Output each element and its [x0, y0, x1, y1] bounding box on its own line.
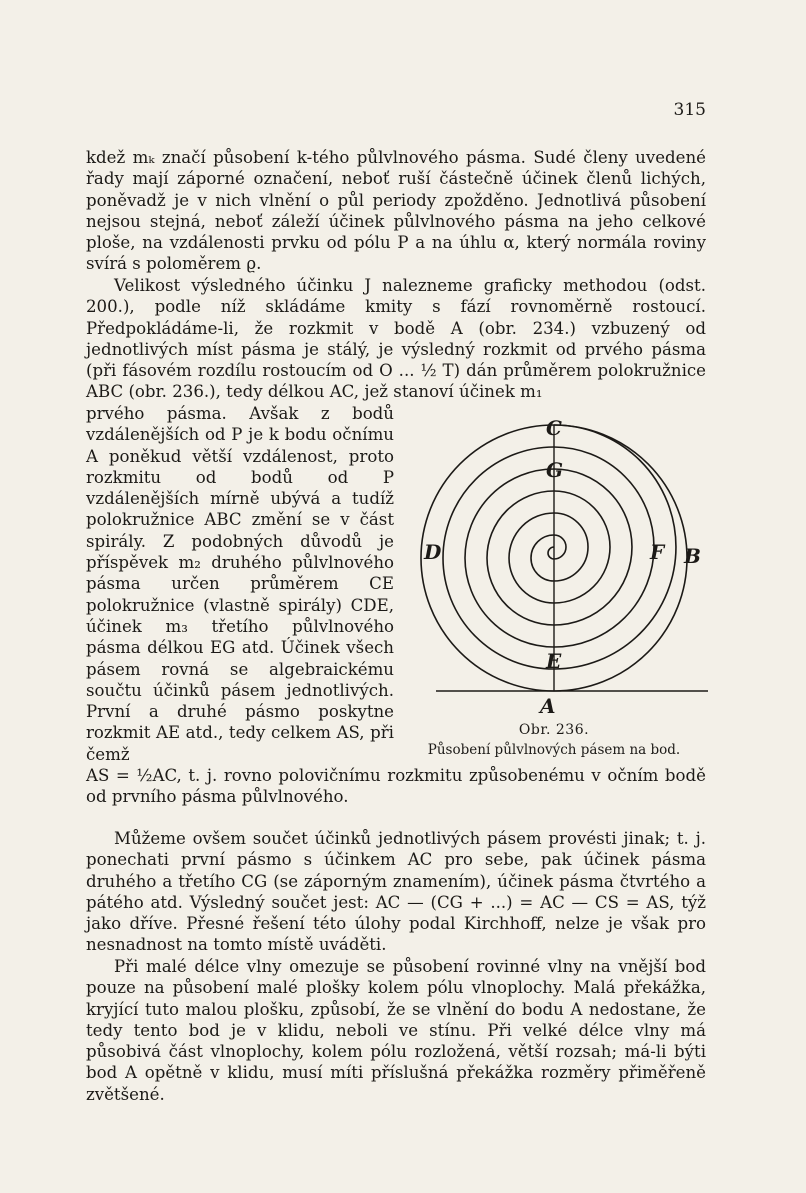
paragraph-3: Můžeme ovšem součet účinků jednotlivých pásem provésti jinak; t. j. ponechati první pásmo s účinkem AC pro sebe, pak účinek pásma druhého a třetího CG (se záporným znamením), účinek pásma čtvrtého a pátého atd. Výsledný součet jest: AC — (CG + ...) = AC — CS = AS, týž jako dříve. Přesné řešení této úlohy podal Kirchhoff, nelze je však pro nesnadnost na tomto místě uváděti.	[86, 829, 706, 955]
figure-number: Obr. 236.	[518, 722, 590, 738]
figure-caption: Působení půlvlnových pásem na bod.	[427, 742, 681, 758]
spiral-diagram	[396, 404, 712, 724]
paragraph-2-lead: Velikost výsledného účinku J nalezneme graficky methodou (odst. 200.), podle níž skládáme kmity s fází rovnoměrně rostoucí. Předpokládáme-li, že rozkmit v bodě A (obr. 234.) vzbuzený od jednotlivých míst pásma je stálý, je výsledný rozkmit od prvého pásma (při fásovém rozdílu rostoucím od O ... ½ T) dán průměrem polokružnice ABC (obr. 236.), tedy délkou AC, jež stanoví účinek m₁	[86, 276, 706, 402]
label-a: A	[540, 694, 556, 718]
label-f: F	[650, 540, 665, 564]
label-e: E	[546, 649, 562, 673]
label-c: C	[546, 416, 562, 440]
paragraph-2-wrapped: prvého pásma. Avšak z bodů vzdálenějších od P je k bodu očnímu A poněkud větší vzdálenost, proto rozkmitu od bodů od P vzdálenějších mírně ubývá a tudíž polokružnice ABC změní se v část spirály. Z podobných důvodů je příspěvek m₂ druhého půlvlnového pásma určen průměrem CE polokružnice (vlastně spirály) CDE, účinek m₃ třetího půlvlnového pásma délkou EG atd. Účinek všech pásem rovná se algebraickému součtu účinků pásem jednotlivých. První a druhé pásmo poskytne rozkmit AE atd., tedy celkem AS, při čemž	[86, 404, 394, 764]
page-number: 315	[673, 100, 706, 120]
outer-semicircle	[554, 425, 687, 691]
label-d: D	[424, 540, 442, 564]
paragraph-2-tail: AS = ½AC, t. j. rovno polovičnímu rozkmitu způsobenému v očním bodě od prvního pásma půlvlnového.	[86, 766, 706, 807]
figure-236	[396, 404, 712, 764]
label-b: B	[684, 544, 701, 568]
paragraph-1: kdež mₖ značí působení k-tého půlvlnového pásma. Sudé členy uvedené řady mají záporné označení, neboť ruší částečně účinek členů lichých, poněvadž je v nich vlnění o půl periody zpožděno. Jednotlivá působení nejsou stejná, neboť záleží účinek půlvlnového pásma na jeho celkové ploše, na vzdálenosti prvku od pólu P a na úhlu α, který normála roviny svírá s poloměrem ϱ.	[86, 148, 706, 274]
label-g: G	[546, 458, 564, 482]
paragraph-4: Při malé délce vlny omezuje se působení rovinné vlny na vnější bod pouze na působení malé plošky kolem pólu vlnoplochy. Malá překážka, kryjící tuto malou plošku, způsobí, že se vlnění do bodu A nedostane, že tedy tento bod je v klidu, neboli ve stínu. Při velké délce vlny má působivá část vlnoplochy, kolem pólu rozložená, větší rozsah; má-li býti bod A opětně v klidu, musí míti příslušná překážka rozměry přiměřeně zvětšené.	[86, 957, 706, 1104]
